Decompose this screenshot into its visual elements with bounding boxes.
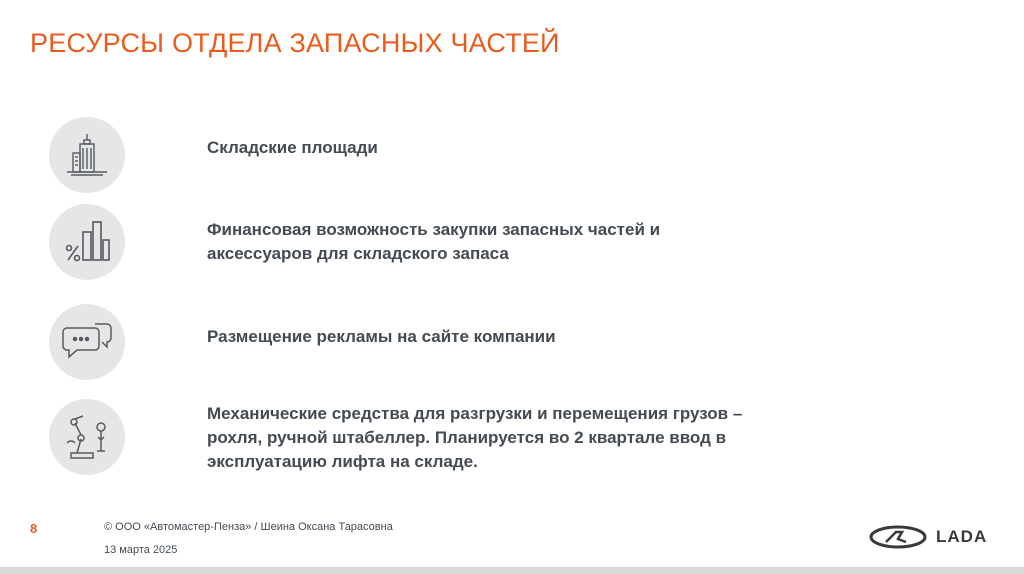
copyright-text: © ООО «Автомастер-Пенза» / Шеина Оксана Тарасовна bbox=[104, 521, 393, 533]
page-title: РЕСУРСЫ ОТДЕЛА ЗАПАСНЫХ ЧАСТЕЙ bbox=[30, 28, 560, 58]
item-text-line: аксессуаров для складского запаса bbox=[207, 244, 509, 263]
chat-bubbles-icon bbox=[49, 304, 125, 380]
brand-name: LADA bbox=[936, 527, 988, 546]
page-number: 8 bbox=[30, 521, 38, 536]
footer-date: 13 марта 2025 bbox=[104, 544, 178, 556]
item-text-line: Финансовая возможность закупки запасных частей и bbox=[207, 220, 661, 239]
footer-bar bbox=[0, 567, 1024, 574]
robot-arm-icon bbox=[49, 399, 125, 475]
item-text-line: Размещение рекламы на сайте компании bbox=[207, 327, 556, 346]
building-icon bbox=[49, 117, 125, 193]
item-text-line: рохля, ручной штабеллер. Планируется во 2 квартале ввод в bbox=[207, 428, 727, 447]
lada-boat-icon bbox=[868, 524, 928, 550]
item-text-line: Складские площади bbox=[207, 138, 378, 157]
brand-logo bbox=[868, 524, 987, 550]
item-text-line: Механические средства для разгрузки и перемещения грузов – bbox=[207, 404, 743, 423]
item-text-line: эксплуатацию лифта на складе. bbox=[207, 452, 478, 471]
percent-chart-icon bbox=[49, 204, 125, 280]
